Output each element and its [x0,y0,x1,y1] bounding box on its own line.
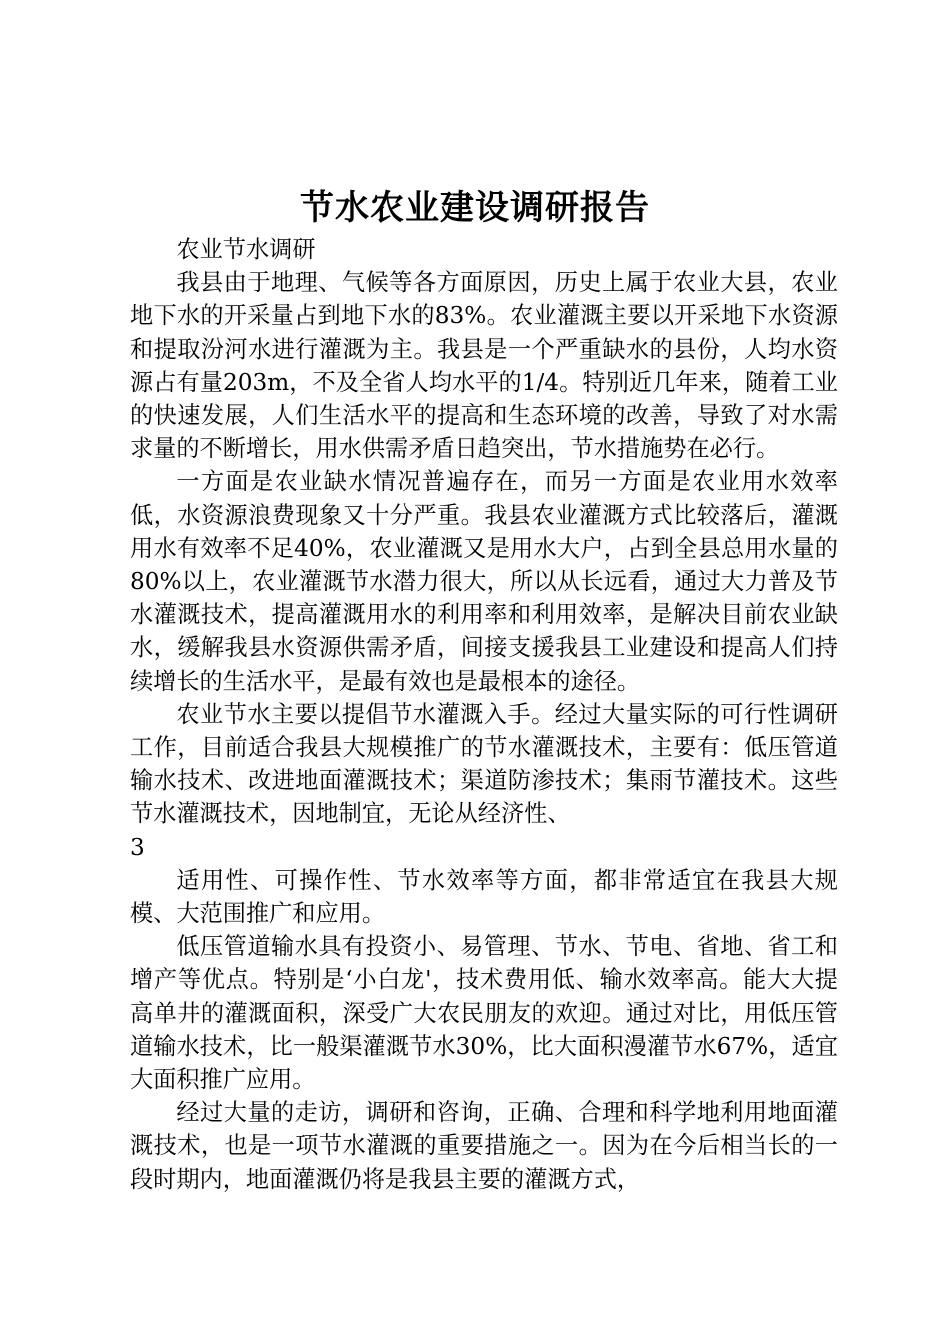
document-title: 节水农业建设调研报告 [300,188,650,228]
body-paragraph: 一方面是农业缺水情况普遍存在，而另一方面是农业用水效率低，水资源浪费现象又十分严重。我县农业灌溉方式比较落后，灌溉用水有效率不足40%，农业灌溉又是用水大户，占到全县总用水量的80%以上，农业灌溉节水潜力很大，所以从长远看，通过大力普及节水灌溉技术，提高灌溉用水的利用率和利用效率，是解决目前农业缺水，缓解我县水资源供需矛盾，间接支援我县工业建设和提高人们持续增长的生活水平，是最有效也是最根本的途径。 [130,468,838,695]
body-paragraph: 适用性、可操作性、节水效率等方面，都非常适宜在我县大规模、大范围推广和应用。 [130,866,838,928]
body-paragraph: 低压管道输水具有投资小、易管理、节水、节电、省地、省工和增产等优点。特别是‘小白龙'，技术费用低、输水效率高。能大大提高单井的灌溉面积，深受广大农民朋友的欢迎。通过对比，用低压管道输水技术，比一般渠灌溉节水30%，比大面积漫灌节水67%，适宜大面积推广应用。 [130,933,838,1094]
section-subtitle: 农业节水调研 [176,236,316,263]
body-paragraph: 我县由于地理、气候等各方面原因，历史上属于农业大县，农业地下水的开采量占到地下水的83%。农业灌溉主要以开采地下水资源和提取汾河水进行灌溉为主。我县是一个严重缺水的县份，人均水资源占有量203m，不及全省人均水平的1/4。特别近几年来，随着工业的快速发展，人们生活水平的提高和生态环境的改善，导致了对水需求量的不断增长，用水供需矛盾日趋突出，节水措施势在必行。 [130,269,838,463]
body-paragraph: 经过大量的走访，调研和咨询，正确、合理和科学地利用地面灌溉技术，也是一项节水灌溉的重要措施之一。因为在今后相当长的一段时期内，地面灌溉仍将是我县主要的灌溉方式， [130,1099,838,1193]
body-paragraph: 农业节水主要以提倡节水灌溉入手。经过大量实际的可行性调研工作，目前适合我县大规模推广的节水灌溉技术，主要有：低压管道输水技术、改进地面灌溉技术；渠道防渗技术；集雨节灌技术。这些节水灌溉技术，因地制宜，无论从经济性、 [130,700,838,828]
document-body [130,233,838,1196]
page-number: 3 [130,833,145,861]
